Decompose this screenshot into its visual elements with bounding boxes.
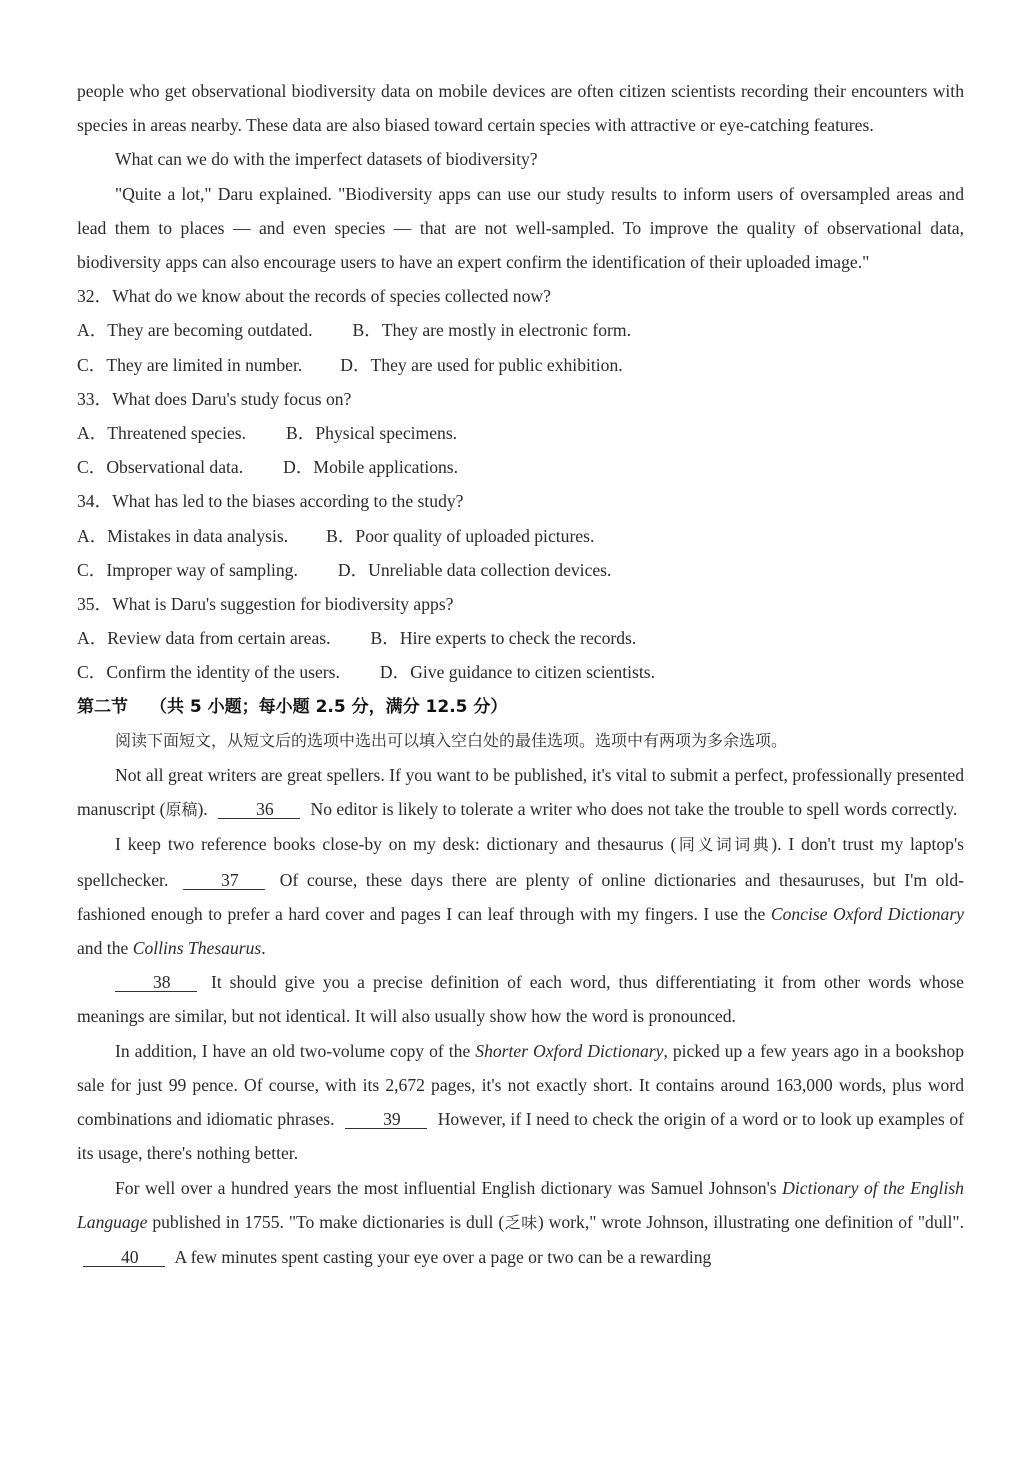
option-row: [77, 348, 964, 382]
blank-40: 40: [83, 1248, 165, 1267]
section-title: 第二节: [77, 696, 128, 717]
text-run: It should give you a precise definition of each word, thus differentiating it from other words whose meanings are similar, but not identical. It will also usually show how the word is pronounced.: [77, 972, 964, 1027]
option-row: [77, 313, 964, 347]
passage-paragraph: [77, 1034, 964, 1171]
text-run: ) work," wrote Johnson, illustrating one definition of "dull".: [537, 1211, 964, 1232]
option-a: A．Mistakes in data analysis.: [77, 525, 289, 546]
text-run: However, if I need to check the origin of a word or to look up examples of its usage, there's nothing better.: [77, 1109, 964, 1164]
blank-36: 36: [218, 800, 300, 819]
text-run: In addition, I have an old two-volume copy of the: [115, 1040, 471, 1061]
text-run: A few minutes spent casting your eye over a page or two can be a rewarding: [174, 1246, 712, 1267]
section-instruction: 阅读下面短文，从短文后的选项中选出可以填入空白处的最佳选项。选项中有两项为多余选项。: [115, 730, 788, 750]
question-stem: 35．What is Daru's suggestion for biodiversity apps?: [77, 594, 454, 615]
book-title: Concise Oxford Dictionary: [770, 903, 964, 924]
blank-38: 38: [115, 973, 197, 992]
text-run: No editor is likely to tolerate a writer who does not take the trouble to spell words correctly.: [310, 799, 958, 820]
option-b: B．Poor quality of uploaded pictures.: [326, 525, 595, 546]
option-c: C．Improper way of sampling.: [77, 559, 298, 580]
option-row: [77, 655, 964, 689]
passage-paragraph: [77, 827, 964, 965]
option-d: D．They are used for public exhibition.: [340, 354, 623, 375]
blank-37: 37: [183, 871, 265, 890]
text-run: , picked up a few years ago in a bookshop sale for just 99 pence. Of course, with its 2,672 pages, it's not exactly short. It contains around 163,000 words, plus word combinations and idiomatic phrases.: [77, 1040, 964, 1130]
book-title: Collins Thesaurus: [132, 938, 262, 959]
text-run: ). I don't trust my laptop's spellchecker.: [77, 834, 964, 890]
text-run: and the: [77, 938, 129, 959]
page-content: [77, 74, 964, 1274]
blank-39: 39: [345, 1110, 427, 1129]
passage-paragraph: [77, 1171, 964, 1275]
option-row: [77, 519, 964, 553]
question-stem: 32．What do we know about the records of species collected now?: [77, 286, 551, 307]
book-title: Dictionary of the English Language: [77, 1177, 964, 1232]
passage-paragraph: "Quite a lot," Daru explained. "Biodiversity apps can use our study results to inform users of oversampled areas and lead them to places — and even species — that are not well-sampled. To improve the quality of observational data, biodiversity apps can also encourage users to have an expert confirm the identification of their uploaded image.": [77, 183, 964, 273]
option-a: A．Threatened species.: [77, 423, 247, 444]
section-score-note: （共 5 小题；每小题 2.5 分，满分 12.5 分）: [150, 696, 508, 717]
text-run: ).: [197, 799, 208, 820]
option-b: B．Hire experts to check the records.: [370, 628, 637, 649]
passage-paragraph: [77, 965, 964, 1033]
option-d: D．Mobile applications.: [283, 457, 459, 478]
book-title: Shorter Oxford Dictionary: [475, 1040, 664, 1061]
passage-paragraph: people who get observational biodiversity data on mobile devices are often citizen scientists recording their encounters with species in areas nearby. These data are also biased toward certain species with attractive or eye-catching features.: [77, 81, 964, 136]
option-c: C．They are limited in number.: [77, 354, 303, 375]
option-b: B．They are mostly in electronic form.: [352, 320, 631, 341]
passage-paragraph: [77, 758, 964, 827]
question-stem: 33．What does Daru's study focus on?: [77, 388, 352, 409]
chinese-gloss: 同义词词典: [676, 835, 772, 855]
text-run: For well over a hundred years the most influential English dictionary was Samuel Johnson's: [115, 1177, 777, 1198]
section-heading: [77, 690, 964, 724]
option-c: C．Observational data.: [77, 457, 244, 478]
option-row: [77, 416, 964, 450]
text-run: Of course, these days there are plenty of online dictionaries and thesauruses, but I'm old-fashioned enough to prefer a hard cover and pages I can leaf through with my fingers. I use the: [77, 869, 965, 924]
question-stem: 34．What has led to the biases according to the study?: [77, 491, 464, 512]
text-run: Not all great writers are great spellers. If you want to be published, it's vital to submit a perfect, professionally presented manuscript (: [77, 765, 964, 820]
option-row: [77, 553, 964, 587]
chinese-gloss: 乏味: [504, 1212, 538, 1232]
option-row: [77, 621, 964, 655]
chinese-gloss: 原稿: [165, 800, 198, 820]
option-d: D．Unreliable data collection devices.: [337, 559, 612, 580]
option-row: [77, 450, 964, 484]
option-c: C．Confirm the identity of the users.: [77, 662, 340, 683]
text-run: I keep two reference books close-by on my desk: dictionary and thesaurus (: [115, 834, 677, 855]
option-b: B．Physical specimens.: [286, 423, 458, 444]
option-d: D．Give guidance to citizen scientists.: [379, 662, 655, 683]
option-a: A．Review data from certain areas.: [77, 628, 331, 649]
passage-paragraph: What can we do with the imperfect datasets of biodiversity?: [115, 149, 538, 170]
text-run: .: [261, 938, 266, 959]
text-run: published in 1755. "To make dictionaries is dull (: [152, 1211, 505, 1232]
option-a: A．They are becoming outdated.: [77, 320, 313, 341]
